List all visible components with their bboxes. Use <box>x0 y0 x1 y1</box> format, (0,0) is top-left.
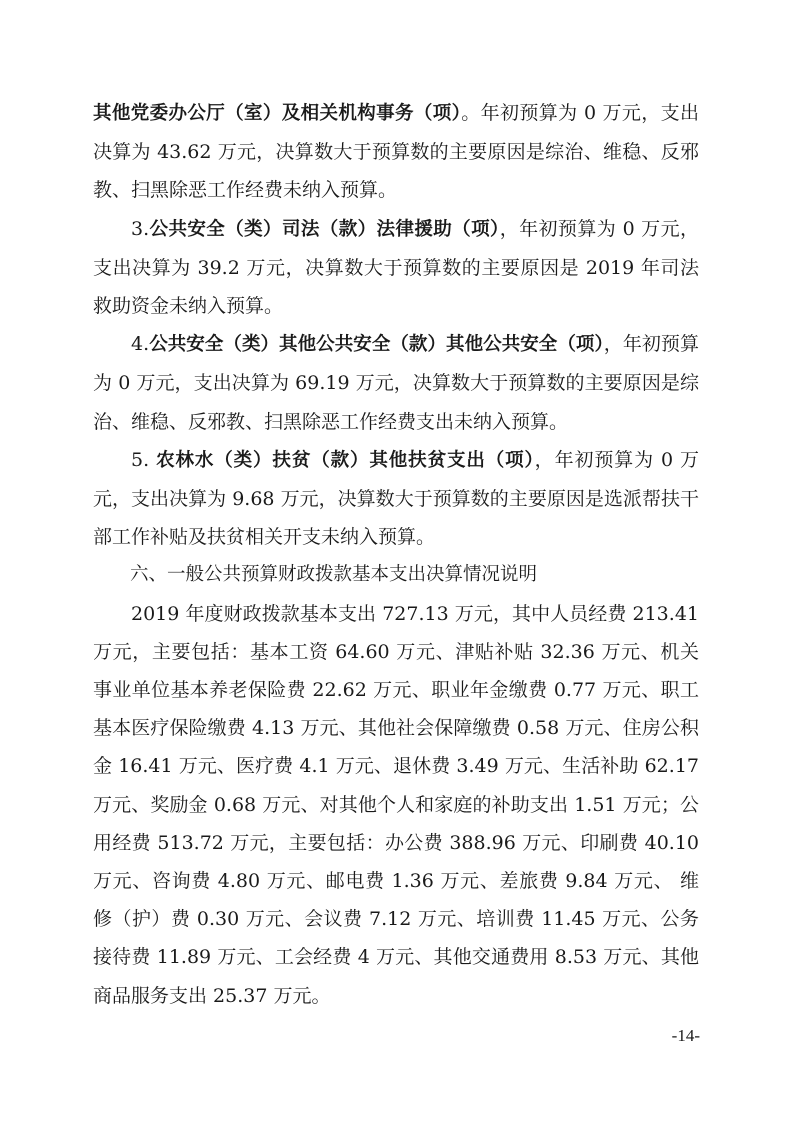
section-heading-basic-expenditure: 六、一般公共预算财政拨款基本支出决算情况说明 <box>130 564 538 586</box>
item-number-public-security: 4. <box>131 333 150 356</box>
item-text-poverty-alleviation: ，年初预算为 0 万元，支出决算为 9.68 万元，决算数大于预算数的主要原因是选派帮扶干部工作补贴及扶贫相关开支未纳入预算。 <box>93 448 699 549</box>
item-title-poverty-alleviation: 农林水（类）扶贫（款）其他扶贫支出（项） <box>156 449 535 471</box>
item-title-party-affairs: 其他党委办公厅（室）及相关机构事务（项） <box>93 103 462 124</box>
item-text-legal-aid: ，年初预算为 0 万元，支出决算为 39.2 万元，决算数大于预算数的主要原因是 2019 年司法救助资金未纳入预算。 <box>93 217 699 318</box>
item-title-legal-aid: 公共安全（类）司法（款）法律援助（项） <box>149 218 500 240</box>
paragraph-public-security <box>93 325 699 441</box>
paragraph-poverty-alleviation <box>93 441 699 557</box>
item-text-public-security: ，年初预算为 0 万元，支出决算为 69.19 万元，决算数大于预算数的主要原因是综治、维稳、反邪教、扫黑除恶工作经费支出未纳入预算。 <box>93 333 699 433</box>
item-text-party-affairs: 。年初预算为 0 万元，支出决算为 43.62 万元，决算数大于预算数的主要原因是综治、维稳、反邪教、扫黑除恶工作经费未纳入预算。 <box>93 102 699 202</box>
paragraph-basic-expenditure: 2019 年度财政拨款基本支出 727.13 万元，其中人员经费 213.41 万元，主要包括：基本工资 64.60 万元、津贴补贴 32.36 万元、机关事业单位基本养老保险费 22.62 万元、职业年金缴费 0.77 万元、职工基本医疗保险缴费 4.13 万元、其他社会保障缴费 0.58 万元、住房公积金 16.41 万元、医疗费 4.1 万元、退休费 3.49 万元、生活补助 62.17 万元、奖励金 0.68 万元、对其他个人和家庭的补助支出 1.51 万元；公用经费 513.72 万元，主要包括：办公费 388.96 万元、印刷费 40.10 万元、咨询费 4.80 万元、邮电费 1.36 万元、差旅费 9.84 万元、 维修（护）费 0.30 万元、会议费 7.12 万元、培训费 11.45 万元、公务接待费 11.89 万元、工会经费 4 万元、其他交通费用 8.53 万元、其他商品服务支出 25.37 万元。 <box>93 602 699 1007</box>
paragraph-party-affairs <box>93 94 699 210</box>
item-number-poverty-alleviation: 5. <box>131 448 157 471</box>
item-number-legal-aid: 3. <box>131 217 150 240</box>
paragraph-legal-aid <box>93 210 699 326</box>
item-title-public-security: 公共安全（类）其他公共安全（款）其他公共安全（项） <box>149 334 604 356</box>
document-body <box>93 94 699 1015</box>
page-number: -14- <box>671 1026 700 1045</box>
